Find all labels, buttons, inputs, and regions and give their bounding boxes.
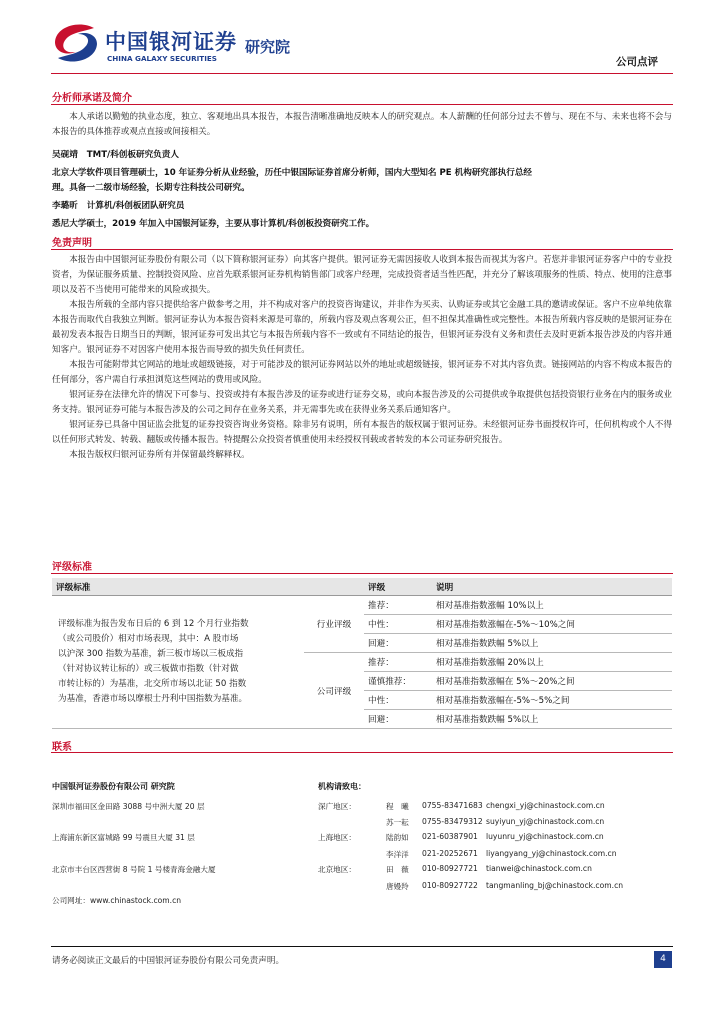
contacts-rule (51, 752, 673, 753)
footer-notice: 请务必阅读正文最后的中国银河证券股份有限公司免责声明。 (52, 956, 285, 966)
contact-name: 陆韵如 (386, 833, 409, 842)
rating-description-line: 以沪深 300 指数为基准，新三板市场以三板成指 (58, 649, 244, 659)
footer-rule (51, 946, 673, 947)
address-shenzhen: 深圳市福田区金田路 3088 号中洲大厦 20 层 (52, 802, 205, 811)
table-row (52, 596, 672, 615)
rating-grade: 回避： (364, 710, 432, 729)
address-beijing: 北京市丰台区西营街 8 号院 1 号楼青海金融大厦 (52, 865, 216, 874)
company-logo (50, 22, 102, 64)
contacts-section-title: 联系 (52, 742, 72, 753)
disclaimer-paragraph: 银河证券在法律允许的情况下可参与、投资或持有本报告涉及的证券或进行证券交易，或向本报告涉及的公司提供或争取提供包括投资银行业务在内的服务或业务支持。银河证券可能与本报告涉及的公司之间存在业务关系，并无需事先或在获得业务关系后通知客户。 (52, 390, 672, 415)
rating-grade: 回避： (364, 634, 432, 653)
contact-email[interactable]: tianwei@chinastock.com.cn (486, 864, 592, 873)
rating-desc: 相对基准指数涨幅在 5%～20%之间 (432, 672, 672, 691)
disclaimer-section-title: 免责声明 (52, 238, 92, 249)
rating-grade: 谨慎推荐： (364, 672, 432, 691)
logo-cn: 中国银河证券 (105, 30, 237, 54)
analyst-1-name: 吴砚靖 (52, 150, 78, 160)
rating-table (52, 578, 672, 729)
disclaimer-paragraph: 本报告由中国银河证券股份有限公司（以下简称银河证券）向其客户提供。银河证券无需因接收人收到本报告而视其为客户。若您并非银河证券客户中的专业投资者，为保证服务质量、控制投资风险、应首先联系银河证券机构销售部门或客户经理，完成投资者适当性匹配，并充分了解该项服务的性质、特点、使用的注意事项以及若不当使用可能带来的风险或损失。 (52, 255, 672, 295)
analyst-rule (51, 104, 673, 105)
rating-description-line: （或公司股价）相对市场表现，其中：A 股市场 (58, 634, 239, 644)
contact-phone: 021-20252671 (422, 849, 478, 858)
disclaimer-rule (51, 249, 673, 250)
contact-name: 李洋洋 (386, 850, 409, 859)
contact-name: 苏一耘 (386, 818, 409, 827)
company-website: 公司网址：www.chinastock.com.cn (52, 896, 182, 905)
analyst-1-line (52, 148, 179, 160)
logo-en: CHINA GALAXY SECURITIES (107, 54, 217, 63)
page-number-text: 4 (660, 954, 666, 964)
rating-grade: 推荐： (364, 596, 432, 615)
rating-desc: 相对基准指数涨幅 10%以上 (432, 596, 672, 615)
contact-name: 程 曦 (386, 802, 409, 811)
contact-email[interactable]: tangmanling_bj@chinastock.com.cn (486, 881, 624, 890)
disclaimer-body (0, 253, 672, 463)
disclaimer-paragraph: 本报告所载的全部内容只提供给客户做参考之用，并不构成对客户的投资咨询建议，并非作为买卖、认购证券或其它金融工具的邀请或保证。客户不应单纯依靠本报告而取代自我独立判断。银河证券认为本报告资料来源是可靠的，所载内容及观点客观公正，但不担保其准确性或完整性。本报告所载内容反映的是银河证券在最初发表本报告日期当日的判断，银河证券可发出其它与本报告所载内容不一致或有不同结论的报告，但银河证券没有义务和责任去及时更新本报告涉及的内容并通知客户。银河证券不对因客户使用本报告而导致的损失负任何责任。 (52, 300, 672, 355)
region-shanghai: 上海地区： (318, 833, 356, 842)
analyst-section-title: 分析师承诺及简介 (52, 93, 132, 104)
rating-desc: 相对基准指数涨幅在-5%～10%之间 (432, 615, 672, 634)
page-number (654, 951, 672, 968)
analyst-2-name: 李璐昕 (52, 201, 78, 211)
analyst-1-bio-2: 理。具备一二级市场经验，长期专注科技公司研究。 (52, 183, 250, 193)
rating-header-desc: 说明 (432, 578, 672, 596)
rating-grade: 中性： (364, 691, 432, 710)
rating-description (52, 596, 304, 729)
analyst-1-bio-1: 北京大学软件项目管理硕士，10 年证券分析从业经验，历任中银国际证券首席分析师，国内大型知名 PE 机构研究部执行总经 (52, 168, 532, 178)
contact-email[interactable]: luyunru_yj@chinastock.com.cn (486, 832, 604, 841)
rating-grade: 中性： (364, 615, 432, 634)
rating-rule (51, 573, 673, 574)
contact-phone: 0755-83471683 (422, 801, 483, 810)
contact-phone: 0755-83479312 (422, 817, 483, 826)
rating-header-row (52, 578, 672, 596)
rating-grade: 推荐： (364, 653, 432, 672)
company-rating-group: 公司评级 (304, 653, 364, 729)
analyst-statement: 本人承诺以勤勉的执业态度，独立、客观地出具本报告，本报告清晰准确地反映本人的研究观点。本人薪酬的任何部分过去不曾与、现在不与、未来也将不会与本报告的具体推荐或观点直接或间接相关。 (52, 112, 672, 137)
region-shenzhen: 深广地区： (318, 802, 356, 811)
contact-phone: 010-80927722 (422, 881, 478, 890)
header-rule (51, 73, 673, 74)
industry-rating-group: 行业评级 (304, 596, 364, 653)
rating-header-grade: 评级 (364, 578, 432, 596)
rating-desc: 相对基准指数跌幅 5%以上 (432, 634, 672, 653)
rating-description-line: （针对协议转让标的）或三板做市指数（针对做 (58, 664, 239, 674)
contact-phone: 021-60387901 (422, 832, 478, 841)
institute-label: 研究院 (245, 38, 291, 56)
address-shanghai: 上海浦东新区富城路 99 号震旦大厦 31 层 (52, 833, 195, 842)
contact-email[interactable]: liyangyang_yj@chinastock.com.cn (486, 849, 617, 858)
rating-description-line: 评级标准为报告发布日后的 6 到 12 个月行业指数 (58, 619, 249, 629)
sales-title: 机构请致电： (318, 782, 366, 791)
contact-phone: 010-80927721 (422, 864, 478, 873)
rating-description-line: 市转让标的）为基准，北交所市场以北证 50 指数 (58, 679, 247, 689)
disclaimer-paragraph: 银河证券已具备中国证监会批复的证券投资咨询业务资格。除非另有说明，所有本报告的版权属于银河证券。未经银河证券书面授权许可，任何机构或个人不得以任何形式转发、转载、翻版或传播本报告。特提醒公众投资者慎重使用未经授权刊载或者转发的本公司证券研究报告。 (52, 420, 672, 445)
disclaimer-paragraph: 本报告可能附带其它网站的地址或超级链接，对于可能涉及的银河证券网站以外的地址或超级链接，银河证券不对其内容负责。链接网站的内容不构成本报告的任何部分，客户需自行承担浏览这些网站的费用或风险。 (52, 360, 672, 385)
contact-name: 唐嫚羚 (386, 882, 409, 891)
analyst-2-line (52, 199, 184, 211)
contact-email[interactable]: suyiyun_yj@chinastock.com.cn (486, 817, 605, 826)
rating-header-standard: 评级标准 (52, 578, 364, 596)
rating-desc: 相对基准指数涨幅 20%以上 (432, 653, 672, 672)
report-type: 公司点评 (616, 56, 658, 68)
analyst-2-bio: 悉尼大学硕士，2019 年加入中国银河证券，主要从事计算机/科创板投资研究工作。 (52, 219, 375, 229)
rating-description-line: 为基准，香港市场以摩根士丹利中国指数为基准。 (58, 694, 248, 704)
region-beijing: 北京地区： (318, 865, 356, 874)
contact-name: 田 薇 (386, 865, 409, 874)
contact-email[interactable]: chengxi_yj@chinastock.com.cn (486, 801, 605, 810)
rating-section-title: 评级标准 (52, 562, 92, 573)
company-name: 中国银河证券股份有限公司 研究院 (52, 782, 175, 791)
rating-desc: 相对基准指数跌幅 5%以上 (432, 710, 672, 729)
rating-desc: 相对基准指数涨幅在-5%～5%之间 (432, 691, 672, 710)
analyst-1-role: TMT/科创板研究负责人 (86, 150, 179, 160)
analyst-2-role: 计算机/科创板团队研究员 (86, 201, 185, 211)
disclaimer-paragraph: 本报告版权归银河证券所有并保留最终解释权。 (69, 450, 250, 460)
